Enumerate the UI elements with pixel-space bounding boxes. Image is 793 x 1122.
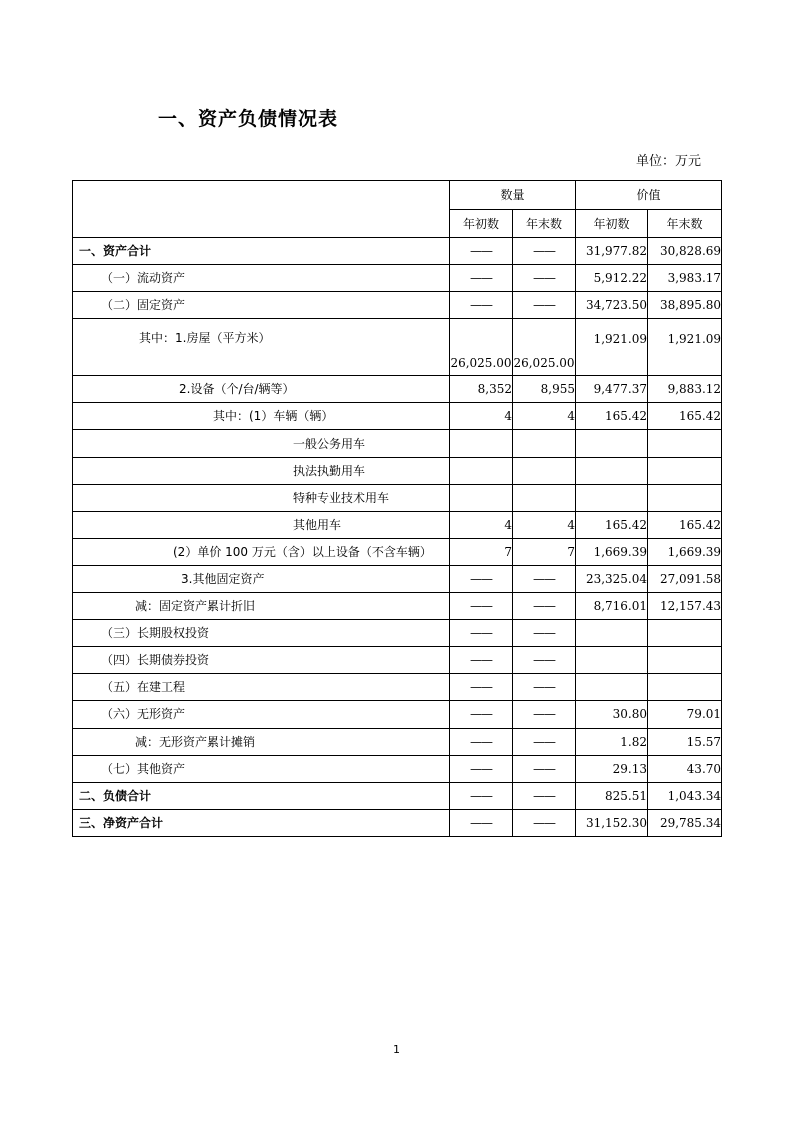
cell-val-begin: 1,921.09 [576,319,648,376]
row-label: 三、净资产合计 [73,809,450,836]
table-row [73,809,722,836]
cell-val-end: 3,983.17 [648,265,722,292]
table-row [73,674,722,701]
cell-val-begin: 165.42 [576,403,648,430]
table-row [73,292,722,319]
cell-val-end [648,620,722,647]
cell-qty-begin: 4 [450,403,513,430]
cell-qty-begin: 7 [450,538,513,565]
row-label: （三）长期股权投资 [73,620,450,647]
cell-qty-begin: —— [450,647,513,674]
cell-qty-end: —— [513,701,576,728]
header-val-end: 年末数 [648,210,722,238]
cell-qty-begin: —— [450,755,513,782]
row-label: 二、负债合计 [73,782,450,809]
cell-val-end: 38,895.80 [648,292,722,319]
cell-qty-end [513,484,576,511]
cell-qty-begin: —— [450,782,513,809]
cell-val-begin [576,430,648,457]
cell-qty-begin: —— [450,292,513,319]
cell-qty-end: —— [513,593,576,620]
cell-qty-begin: —— [450,238,513,265]
row-label: 3.其他固定资产 [73,565,450,592]
cell-val-end: 30,828.69 [648,238,722,265]
cell-qty-end [513,430,576,457]
cell-qty-end: 26,025.00 [513,319,576,376]
cell-val-begin: 29.13 [576,755,648,782]
row-label: 执法执勤用车 [73,457,450,484]
cell-qty-begin: —— [450,728,513,755]
cell-val-begin: 825.51 [576,782,648,809]
cell-val-end: 12,157.43 [648,593,722,620]
cell-qty-end: 4 [513,403,576,430]
cell-val-begin: 8,716.01 [576,593,648,620]
header-qty-end: 年末数 [513,210,576,238]
table-row [73,755,722,782]
row-label: 减：固定资产累计折旧 [73,593,450,620]
table-row [73,565,722,592]
table-row [73,593,722,620]
row-label: 特种专业技术用车 [73,484,450,511]
cell-val-end [648,457,722,484]
cell-val-begin: 5,912.22 [576,265,648,292]
row-label: （五）在建工程 [73,674,450,701]
row-label: 其他用车 [73,511,450,538]
header-value: 价值 [576,181,722,210]
row-label: （六）无形资产 [73,701,450,728]
cell-qty-begin: 26,025.00 [450,319,513,376]
table-row [73,403,722,430]
cell-qty-end: —— [513,809,576,836]
table-row [73,538,722,565]
cell-qty-begin: 4 [450,511,513,538]
cell-val-begin: 9,477.37 [576,376,648,403]
row-label: 其中：1.房屋（平方米） [73,319,450,376]
cell-val-end: 1,043.34 [648,782,722,809]
cell-qty-begin: —— [450,620,513,647]
cell-val-end [648,430,722,457]
cell-val-end: 165.42 [648,511,722,538]
page-number: 1 [393,1043,400,1056]
row-label: 减：无形资产累计摊销 [73,728,450,755]
cell-qty-end: —— [513,565,576,592]
header-qty-begin: 年初数 [450,210,513,238]
cell-val-begin: 165.42 [576,511,648,538]
cell-qty-end: —— [513,265,576,292]
header-quantity: 数量 [450,181,576,210]
cell-val-end: 1,921.09 [648,319,722,376]
cell-qty-end: 7 [513,538,576,565]
cell-val-end: 9,883.12 [648,376,722,403]
cell-qty-end: —— [513,755,576,782]
cell-val-begin: 31,152.30 [576,809,648,836]
row-label: （二）固定资产 [73,292,450,319]
table-row [73,430,722,457]
cell-qty-begin: —— [450,701,513,728]
row-label: 其中：(1）车辆（辆） [73,403,450,430]
cell-val-end: 43.70 [648,755,722,782]
cell-val-begin [576,674,648,701]
header-item-blank [73,181,450,238]
cell-qty-begin: —— [450,565,513,592]
cell-qty-begin: —— [450,809,513,836]
table-row [73,319,722,376]
row-label: 一、资产合计 [73,238,450,265]
row-label: （七）其他资产 [73,755,450,782]
cell-val-end: 79.01 [648,701,722,728]
cell-val-begin: 1.82 [576,728,648,755]
cell-val-begin [576,484,648,511]
cell-val-end: 15.57 [648,728,722,755]
cell-val-end: 1,669.39 [648,538,722,565]
cell-qty-begin [450,430,513,457]
page-title: 一、资产负债情况表 [158,108,339,130]
table-row [73,376,722,403]
table-row [73,265,722,292]
table-row [73,701,722,728]
cell-qty-end: —— [513,292,576,319]
cell-val-begin: 23,325.04 [576,565,648,592]
cell-val-end: 165.42 [648,403,722,430]
cell-qty-begin: 8,352 [450,376,513,403]
row-label: （四）长期债券投资 [73,647,450,674]
cell-val-end: 27,091.58 [648,565,722,592]
cell-qty-end: —— [513,647,576,674]
cell-val-begin [576,620,648,647]
cell-qty-end: —— [513,674,576,701]
cell-val-begin [576,457,648,484]
cell-val-end [648,484,722,511]
cell-val-end: 29,785.34 [648,809,722,836]
table-row [73,647,722,674]
cell-val-end [648,647,722,674]
balance-sheet-table [72,180,722,837]
cell-qty-begin: —— [450,593,513,620]
cell-qty-begin: —— [450,265,513,292]
cell-qty-begin: —— [450,674,513,701]
unit-label: 单位：万元 [635,154,701,169]
cell-qty-end: —— [513,782,576,809]
cell-qty-begin [450,484,513,511]
row-label: 一般公务用车 [73,430,450,457]
table-row [73,511,722,538]
row-label: (2）单价 100 万元（含）以上设备（不含车辆） [73,538,450,565]
cell-qty-end: 4 [513,511,576,538]
cell-val-end [648,674,722,701]
cell-qty-end: —— [513,238,576,265]
header-val-begin: 年初数 [576,210,648,238]
cell-val-begin: 31,977.82 [576,238,648,265]
cell-val-begin [576,647,648,674]
table-row [73,238,722,265]
header-row-groups [73,181,722,210]
cell-val-begin: 30.80 [576,701,648,728]
table-row [73,457,722,484]
cell-qty-end: —— [513,620,576,647]
table-row [73,484,722,511]
cell-qty-begin [450,457,513,484]
table-row [73,782,722,809]
cell-val-begin: 1,669.39 [576,538,648,565]
table-row [73,728,722,755]
cell-qty-end: 8,955 [513,376,576,403]
cell-qty-end [513,457,576,484]
table-row [73,620,722,647]
cell-qty-end: —— [513,728,576,755]
row-label: （一）流动资产 [73,265,450,292]
row-label: 2.设备（个/台/辆等） [73,376,450,403]
cell-val-begin: 34,723.50 [576,292,648,319]
